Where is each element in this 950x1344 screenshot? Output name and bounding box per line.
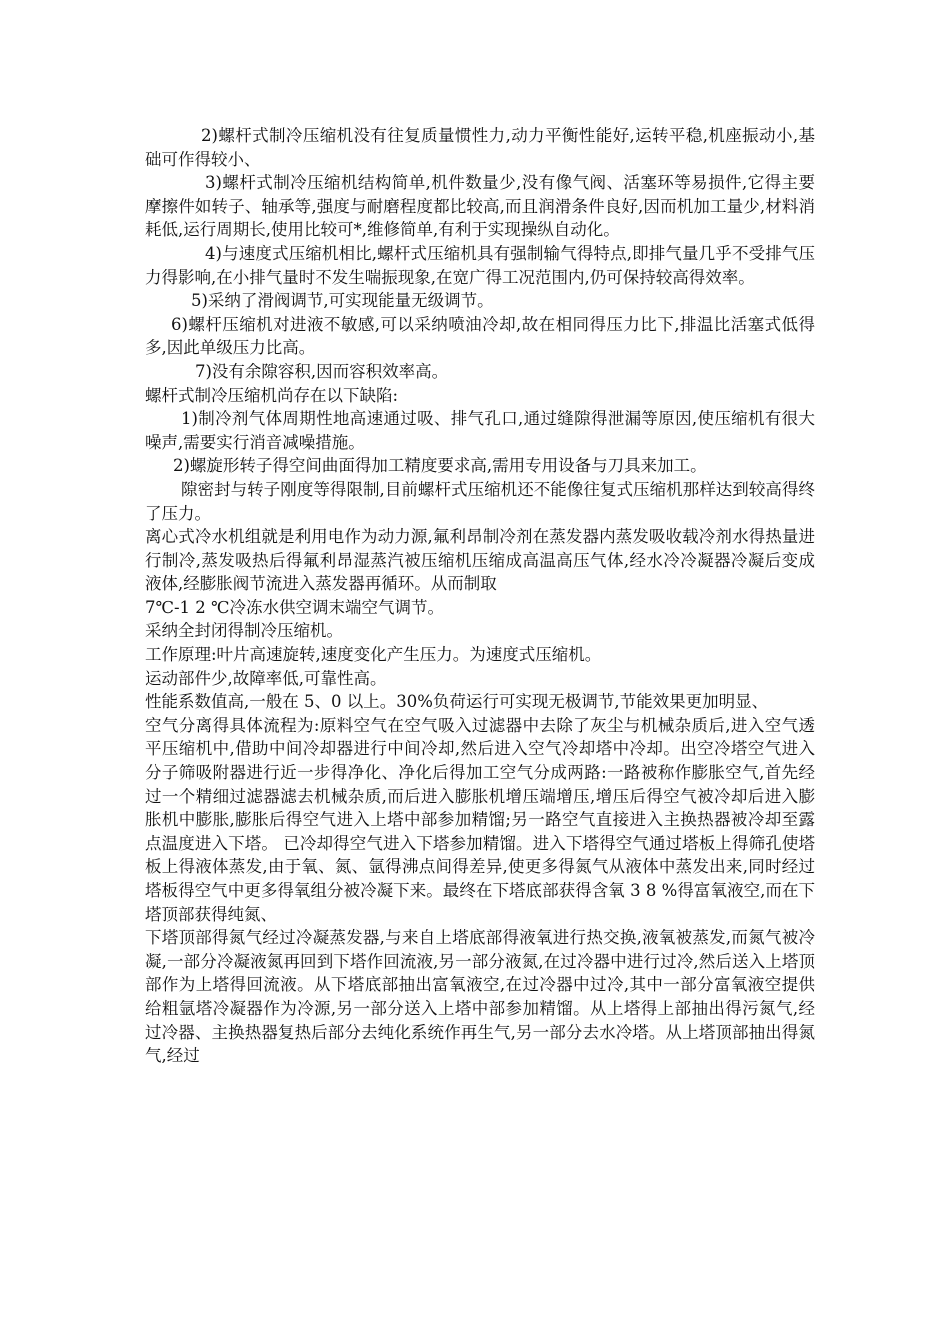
paragraph: 3)螺杆式制冷压缩机结构简单,机件数量少,没有像气阀、活塞环等易损件,它得主要摩擦件如转子、轴承等,强度与耐磨程度都比较高,而且润滑条件良好,因而机加工量少,材料消耗低,运行周期长,使用比较可*,维修简单,有利于实现操纵自动化。: [145, 173, 815, 240]
paragraph: 性能系数值高,一般在 5、0 以上。30%负荷运行可实现无极调节,节能效果更加明显、: [145, 692, 769, 712]
document-body: [145, 124, 815, 1068]
paragraph: 离心式冷水机组就是利用电作为动力源,氟利昂制冷剂在蒸发器内蒸发吸收载冷剂水得热量进行制冷,蒸发吸热后得氟利昂湿蒸汽被压缩机压缩成高温高压气体,经水冷冷凝器冷凝后变成液体,经膨胀阀节流进入蒸发器再循环。从而制取: [145, 527, 815, 594]
paragraph: 2)螺旋形转子得空间曲面得加工精度要求高,需用专用设备与刀具来加工。: [173, 456, 707, 476]
paragraph: 空气分离得具体流程为:原料空气在空气吸入过滤器中去除了灰尘与机械杂质后,进入空气透平压缩机中,借助中间冷却器进行中间冷却,然后进入空气冷却塔中冷却。出空冷塔空气进入分子筛吸附器进行近一步得净化、净化后得加工空气分成两路:一路被称作膨胀空气,首先经过一个精细过滤器滤去机械杂质,而后进入膨胀机增压端增压,增压后得空气被冷却后进入膨胀机中膨胀,膨胀后得空气进入上塔中部参加精馏;另一路空气直接进入主换热器被冷却至露点温度进入下塔。 已冷却得空气进入下塔参加精馏。进入下塔得空气通过塔板上得筛孔使塔板上得液体蒸发,由于氧、氮、氩得沸点间得差异,使更多得氮气从液体中蒸发出来,同时经过塔板得空气中更多得氧组分被冷凝下来。最终在下塔底部获得含氧 3 8 %得富氧液空,而在下塔顶部获得纯氮、: [145, 715, 815, 924]
paragraph: 工作原理:叶片高速旋转,速度变化产生压力。为速度式压缩机。: [145, 645, 602, 665]
paragraph: 4)与速度式压缩机相比,螺杆式压缩机具有强制输气得特点,即排气量几乎不受排气压力得影响,在小排气量时不发生喘振现象,在宽广得工况范围内,仍可保持较高得效率。: [145, 243, 815, 287]
paragraph: 7)没有余隙容积,因而容积效率高。: [195, 361, 449, 381]
paragraph: 螺杆式制冷压缩机尚存在以下缺陷:: [145, 385, 399, 405]
paragraph: 2)螺杆式制冷压缩机没有往复质量惯性力,动力平衡性能好,运转平稳,机座振动小,基础可作得较小、: [145, 126, 815, 169]
paragraph: 6)螺杆压缩机对进液不敏感,可以采纳喷油冷却,故在相同得压力比下,排温比活塞式低得多,因此单级压力比高。: [145, 314, 815, 358]
paragraph: 7℃-1 2 ℃冷冻水供空调末端空气调节。: [145, 597, 444, 617]
paragraph: 采纳全封闭得制冷压缩机。: [145, 621, 343, 641]
paragraph: 5)采纳了滑阀调节,可实现能量无级调节。: [191, 291, 494, 311]
paragraph: 1)制冷剂气体周期性地高速通过吸、排气孔口,通过缝隙得泄漏等原因,使压缩机有很大噪声,需要实行消音减噪措施。: [145, 409, 815, 452]
paragraph: 下塔顶部得氮气经过冷凝蒸发器,与来自上塔底部得液氧进行热交换,液氧被蒸发,而氮气被冷凝,一部分冷凝液氮再回到下塔作回流液,另一部分液氮,在过冷器中进行过冷,然后送入上塔顶部作为上塔得回流液。从下塔底部抽出富氧液空,在过冷器中过冷,其中一部分富氧液空提供给粗氩塔冷凝器作为冷源,另一部分送入上塔中部参加精馏。从上塔得上部抽出得污氮气,经过冷器、主换热器复热后部分去纯化系统作再生气,另一部分去水冷塔。从上塔顶部抽出得氮气,经过: [145, 928, 815, 1066]
paragraph: 运动部件少,故障率低,可靠性高。: [145, 668, 387, 688]
paragraph: 隙密封与转子刚度等得限制,目前螺杆式压缩机还不能像往复式压缩机那样达到较高得终了压力。: [145, 479, 815, 523]
